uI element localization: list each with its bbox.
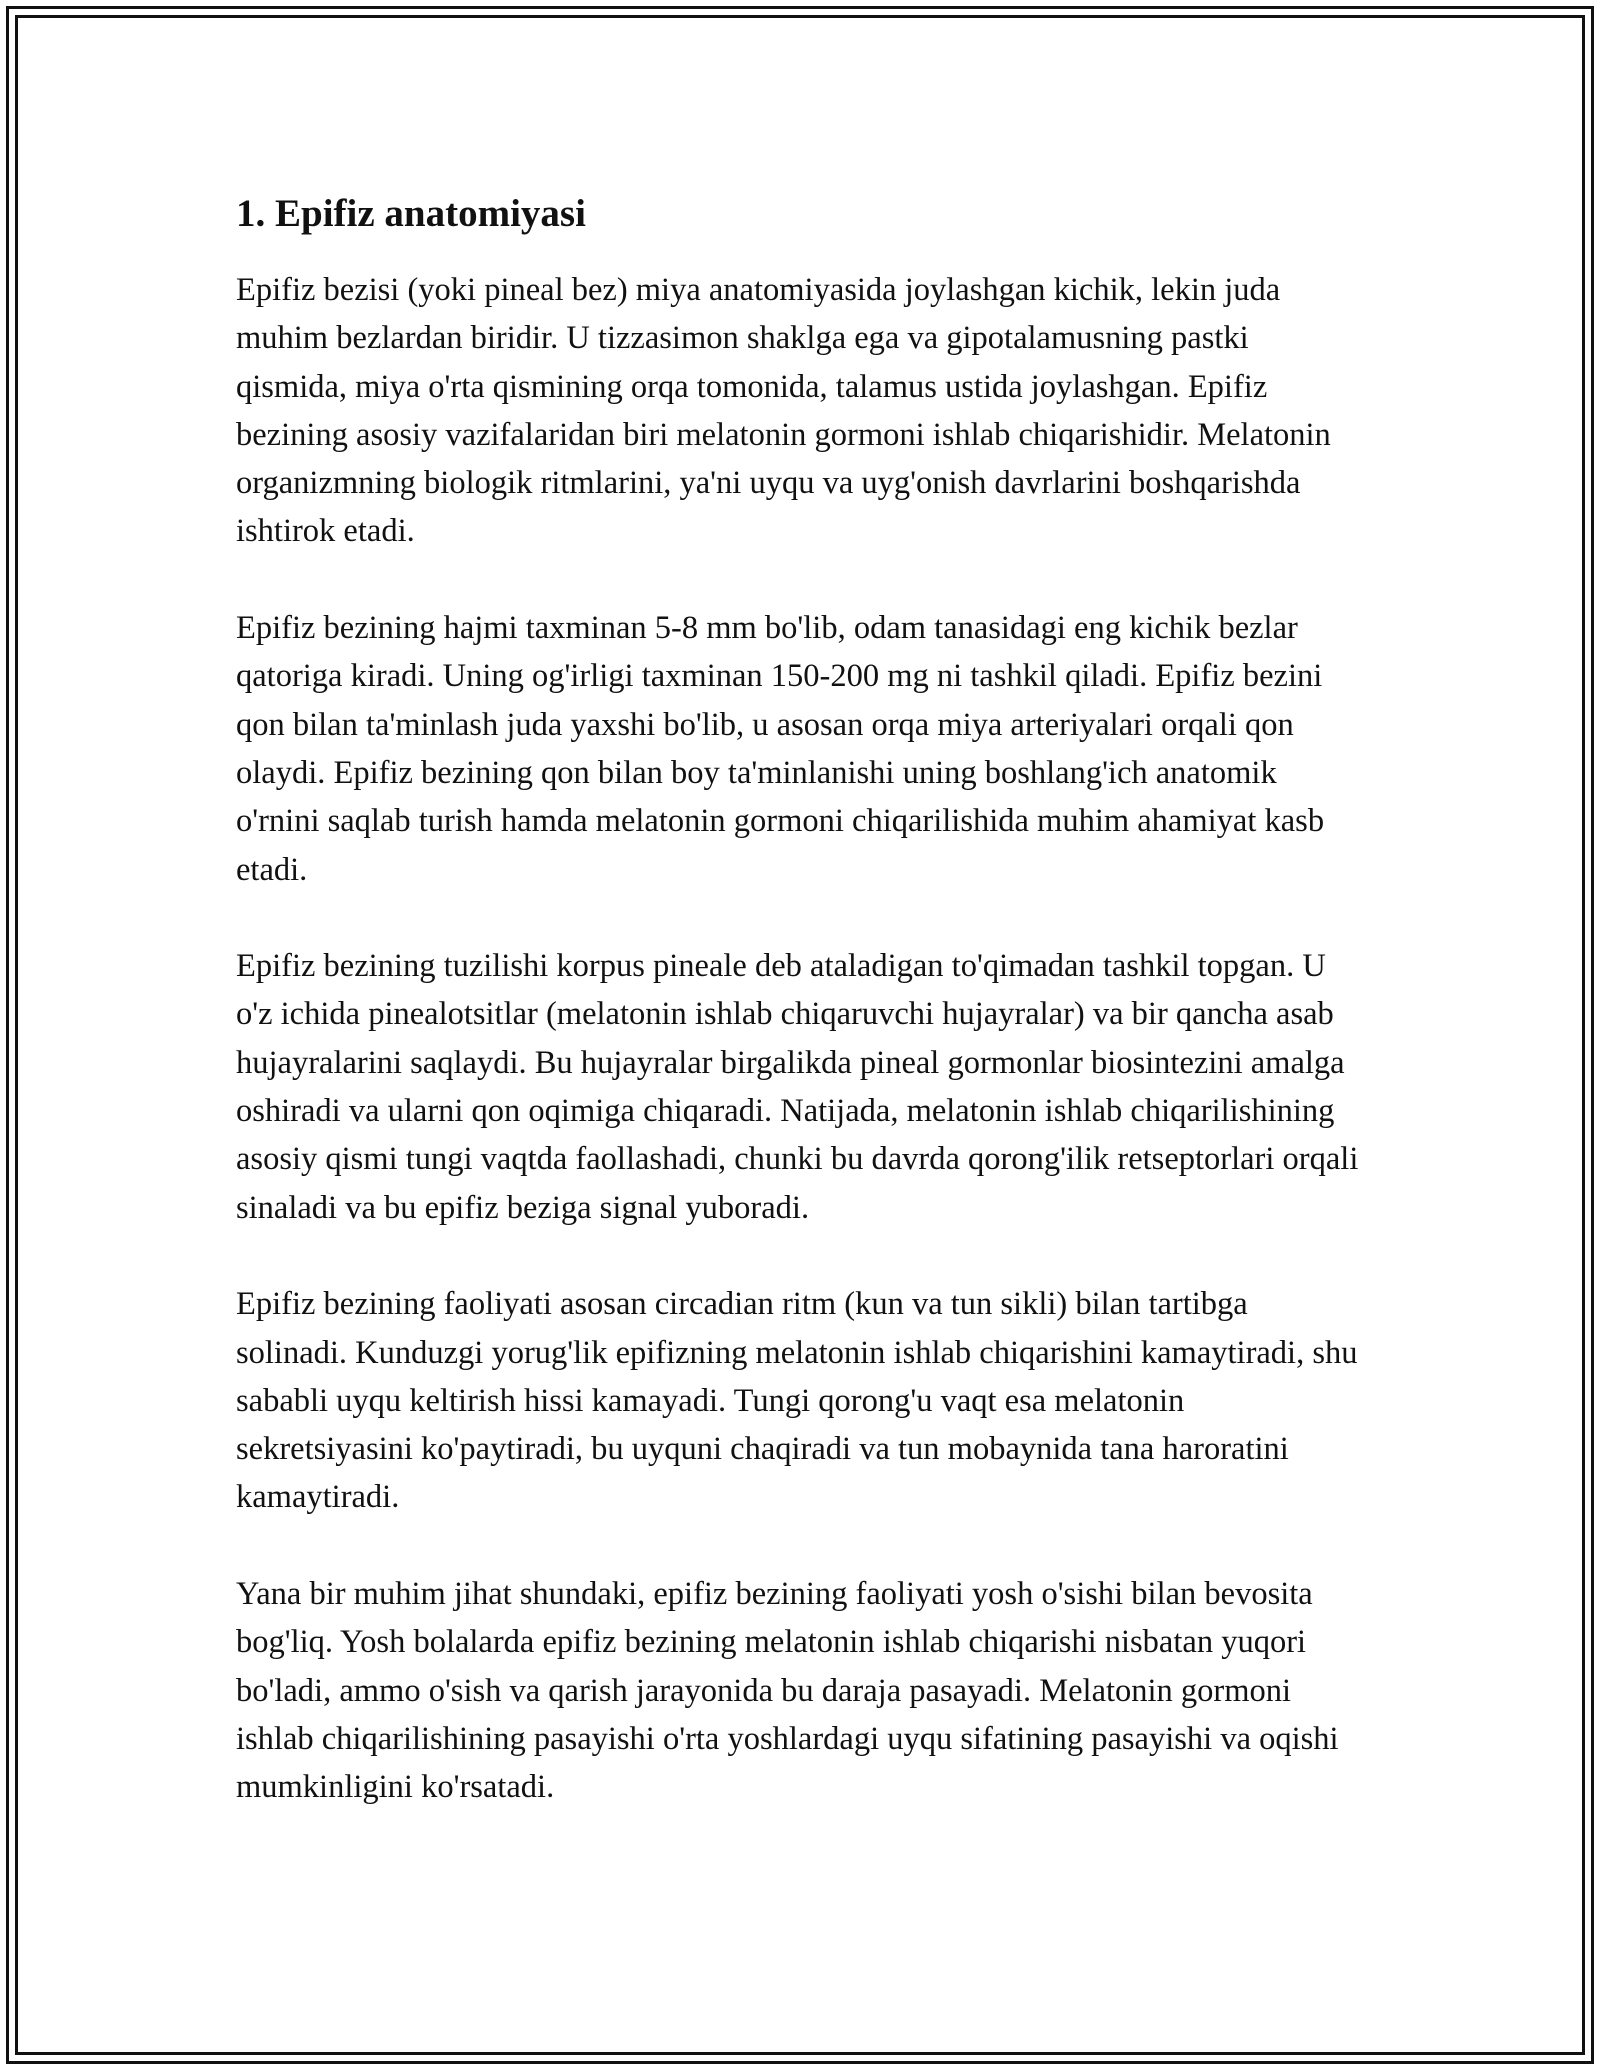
paragraph-4: Epifiz bezining faoliyati asosan circadian ritm (kun va tun sikli) bilan tartibga solinadi. Kunduzgi yorug'lik epifizning melatonin ishlab chiqarishini kamaytiradi, shu sababli uyqu keltirish hissi kamayadi. Tungi qorong'u vaqt esa melatonin sekretsiyasini ko'paytiradi, bu uyquni chaqiradi va tun mobaynida tana haroratini kamaytiradi. — [236, 1286, 1358, 1516]
document-content — [236, 188, 1366, 1812]
paragraph-5: Yana bir muhim jihat shundaki, epifiz bezining faoliyati yosh o'sishi bilan bevosita bog'liq. Yosh bolalarda epifiz bezining melatonin ishlab chiqarishi nisbatan yuqori bo'ladi, ammo o'sish va qarish jarayonida bu daraja pasayadi. Melatonin gormoni ishlab chiqarilishining pasayishi o'rta yoshlardagi uyqu sifatining pasayishi va oqishi mumkinligini ko'rsatadi. — [236, 1576, 1339, 1806]
paragraph-3: Epifiz bezining tuzilishi korpus pineale deb ataladigan to'qimadan tashkil topgan. U o'z ichida pinealotsitlar (melatonin ishlab chiqaruvchi hujayralar) va bir qancha asab hujayralarini saqlaydi. Bu hujayralar birgalikda pineal gormonlar biosintezini amalga oshiradi va ularni qon oqimiga chiqaradi. Natijada, melatonin ishlab chiqarilishining asosiy qismi tungi vaqtda faollashadi, chunki bu davrda qorong'ilik retseptorlari orqali sinaladi va bu epifiz beziga signal yuboradi. — [236, 948, 1359, 1226]
paragraph-2: Epifiz bezining hajmi taxminan 5-8 mm bo'lib, odam tanasidagi eng kichik bezlar qatoriga kiradi. Uning og'irligi taxminan 150-200 mg ni tashkil qiladi. Epifiz bezini qon bilan ta'minlash juda yaxshi bo'lib, u asosan orqa miya arteriyalari orqali qon olaydi. Epifiz bezining qon bilan boy ta'minlanishi uning boshlang'ich anatomik o'rnini saqlab turish hamda melatonin gormoni chiqarilishida muhim ahamiyat kasb etadi. — [236, 610, 1325, 888]
section-title: 1. Epifiz anatomiyasi — [236, 192, 586, 235]
paragraph-1: Epifiz bezisi (yoki pineal bez) miya anatomiyasida joylashgan kichik, lekin juda muhim bezlardan biridir. U tizzasimon shaklga ega va gipotalamusning pastki qismida, miya o'rta qismining orqa tomonida, talamus ustida joylashgan. Epifiz bezining asosiy vazifalaridan biri melatonin gormoni ishlab chiqarishidir. Melatonin organizmning biologik ritmlarini, ya'ni uyqu va uyg'onish davrlarini boshqarishda ishtirok etadi. — [236, 272, 1331, 550]
